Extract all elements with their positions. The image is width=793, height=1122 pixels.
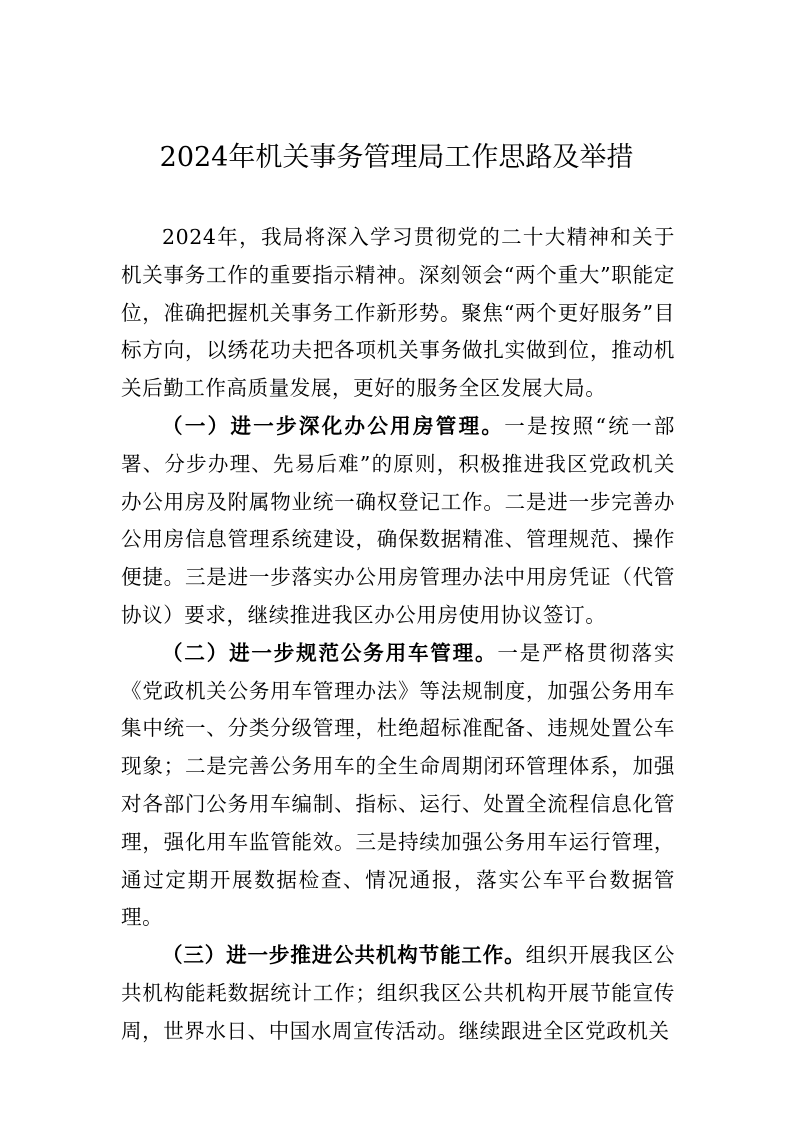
- section-heading: （二）进一步规范公务用车管理。: [162, 640, 498, 665]
- section-office-space: [121, 408, 675, 635]
- section-heading: （三）进一步推进公共机构节能工作。: [162, 943, 526, 968]
- document-body: [121, 219, 675, 1051]
- section-official-vehicles: [121, 635, 675, 937]
- section-text: 一是按照“统一部署、分步办理、先易后难”的原则，积极推进我区党政机关办公用房及附属物业统一确权登记工作。二是进一步完善办公用房信息管理系统建设，确保数据精准、管理规范、操作便捷。三是进一步落实办公用房管理办法中用房凭证（代管协议）要求，继续推进我区办公用房使用协议签订。: [121, 413, 676, 627]
- section-text: 一是严格贯彻落实《党政机关公务用车管理办法》等法规制度，加强公务用车集中统一、分类分级管理，杜绝超标准配备、违规处置公车现象；二是完善公务用车的全生命周期闭环管理体系，加强对各部门公务用车编制、指标、运行、处置全流程信息化管理，强化用车监管能效。三是持续加强公务用车运行管理，通过定期开展数据检查、情况通报，落实公车平台数据管理。: [121, 640, 675, 930]
- intro-paragraph: 2024年，我局将深入学习贯彻党的二十大精神和关于机关事务工作的重要指示精神。深刻领会“两个重大”职能定位，准确把握机关事务工作新形势。聚焦“两个更好服务”目标方向，以绣花功夫把各项机关事务做扎实做到位，推动机关后勤工作高质量发展，更好的服务全区发展大局。: [121, 225, 675, 401]
- section-heading: （一）进一步深化办公用房管理。: [162, 413, 505, 438]
- document-title: 2024年机关事务管理局工作思路及举措: [159, 142, 634, 173]
- section-energy-saving: [121, 937, 675, 1050]
- section-text: 组织开展我区公共机构能耗数据统计工作；组织我区公共机构开展节能宣传周，世界水日、中国水周宣传活动。继续跟进全区党政机关: [121, 943, 675, 1043]
